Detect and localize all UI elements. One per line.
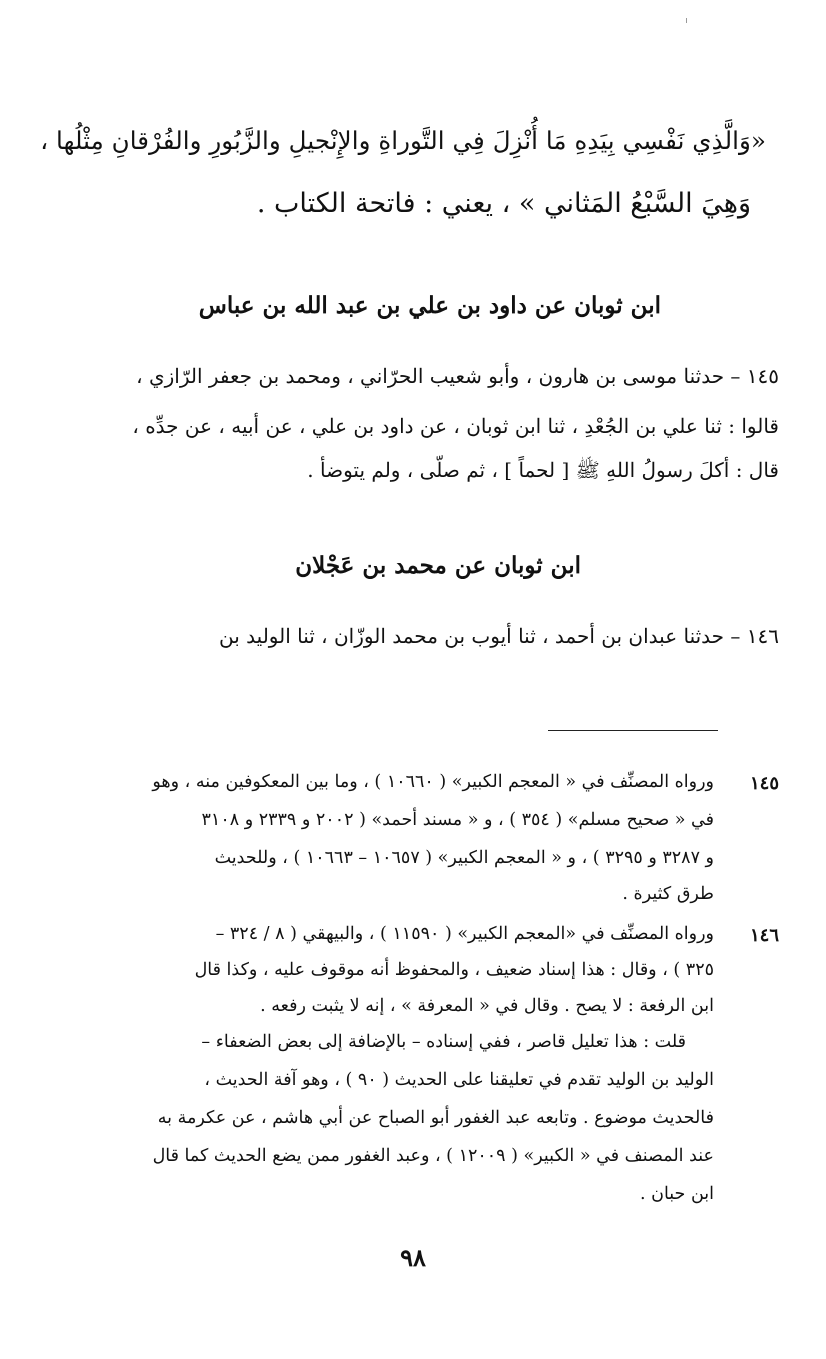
footnote-146-note-line-1: قلت : هذا تعليل قاصر ، ففي إسناده – بالإضافة إلى بعض الضعفاء – — [201, 1032, 686, 1052]
footnote-145-line-1: ورواه المصنِّف في « المعجم الكبير» ( ١٠٦٦٠ ) ، وما بين المعكوفين منه ، وهو — [152, 772, 714, 792]
footnote-146-note-line-2: الوليد بن الوليد تقدم في تعليقنا على الحديث ( ٩٠ ) ، وهو آفة الحديث ، — [204, 1070, 714, 1090]
footnote-146-note-line-3: فالحديث موضوع . وتابعه عبد الغفور أبو الصباح عن أبي هاشم ، عن عكرمة به — [157, 1108, 714, 1128]
footnote-146-line-3: ابن الرفعة : لا يصح . وقال في « المعرفة » ، إنه لا يثبت رفعه . — [260, 996, 714, 1016]
corner-mark — [686, 18, 687, 23]
footnote-146-note-line-4: عند المصنف في « الكبير» ( ١٢٠٠٩ ) ، وعبد الغفور ممن يضع الحديث كما قال — [152, 1146, 714, 1166]
footnote-number-145: ١٤٥ — [749, 773, 779, 794]
section-heading-1: ابن ثوبان عن داود بن علي بن عبد الله بن عباس — [198, 292, 661, 319]
footnote-separator — [548, 730, 718, 731]
footnote-number-146: ١٤٦ — [749, 925, 779, 946]
footnote-146-line-1: ورواه المصنِّف في «المعجم الكبير» ( ١١٥٩٠ ) ، والبيهقي ( ٨ / ٣٢٤ – — [215, 924, 714, 944]
footnote-146-note-line-5: ابن حبان . — [639, 1184, 714, 1204]
footnote-145-line-2: في « صحيح مسلم» ( ٣٥٤ ) ، و « مسند أحمد» ( ٢٠٠٢ و ٢٣٣٩ و ٣١٠٨ — [201, 810, 714, 830]
footnote-145-line-3: و ٣٢٨٧ و ٣٢٩٥ ) ، و « المعجم الكبير» ( ١٠٦٥٧ – ١٠٦٦٣ ) ، وللحديث — [214, 848, 714, 868]
quote-line-2: وَهِيَ السَّبْعُ المَثاني » ، يعني : فاتحة الكتاب . — [256, 188, 751, 219]
hadith-145-line-3: قال : أكلَ رسولُ اللهِ ﷺ [ لحماً ] ، ثم صلّى ، ولم يتوضأ . — [307, 458, 779, 482]
footnote-146-line-2: ٣٢٥ ) ، وقال : هذا إسناد ضعيف ، والمحفوظ أنه موقوف عليه ، وكذا قال — [194, 960, 714, 980]
quote-line-1: «وَالَّذِي نَفْسِي بِيَدِهِ مَا أُنْزِلَ فِي التَّوراةِ والإِنْجيلِ والزَّبُورِ والفُرْقانِ مِثْلُها ، — [40, 126, 766, 155]
hadith-145-line-2: قالوا : ثنا علي بن الجُعْدِ ، ثنا ابن ثوبان ، عن داود بن علي ، عن أبيه ، عن جدِّه ، — [132, 414, 779, 438]
footnote-145-line-4: طرق كثيرة . — [622, 884, 714, 904]
section-heading-2: ابن ثوبان عن محمد بن عَجْلان — [295, 552, 581, 579]
hadith-145-line-1: ١٤٥ – حدثنا موسى بن هارون ، وأبو شعيب الحرّاني ، ومحمد بن جعفر الرّازي ، — [136, 364, 779, 388]
hadith-146-line-1: ١٤٦ – حدثنا عبدان بن أحمد ، ثنا أيوب بن محمد الوزّان ، ثنا الوليد بن — [219, 624, 779, 648]
page-number: ٩٨ — [400, 1243, 426, 1272]
